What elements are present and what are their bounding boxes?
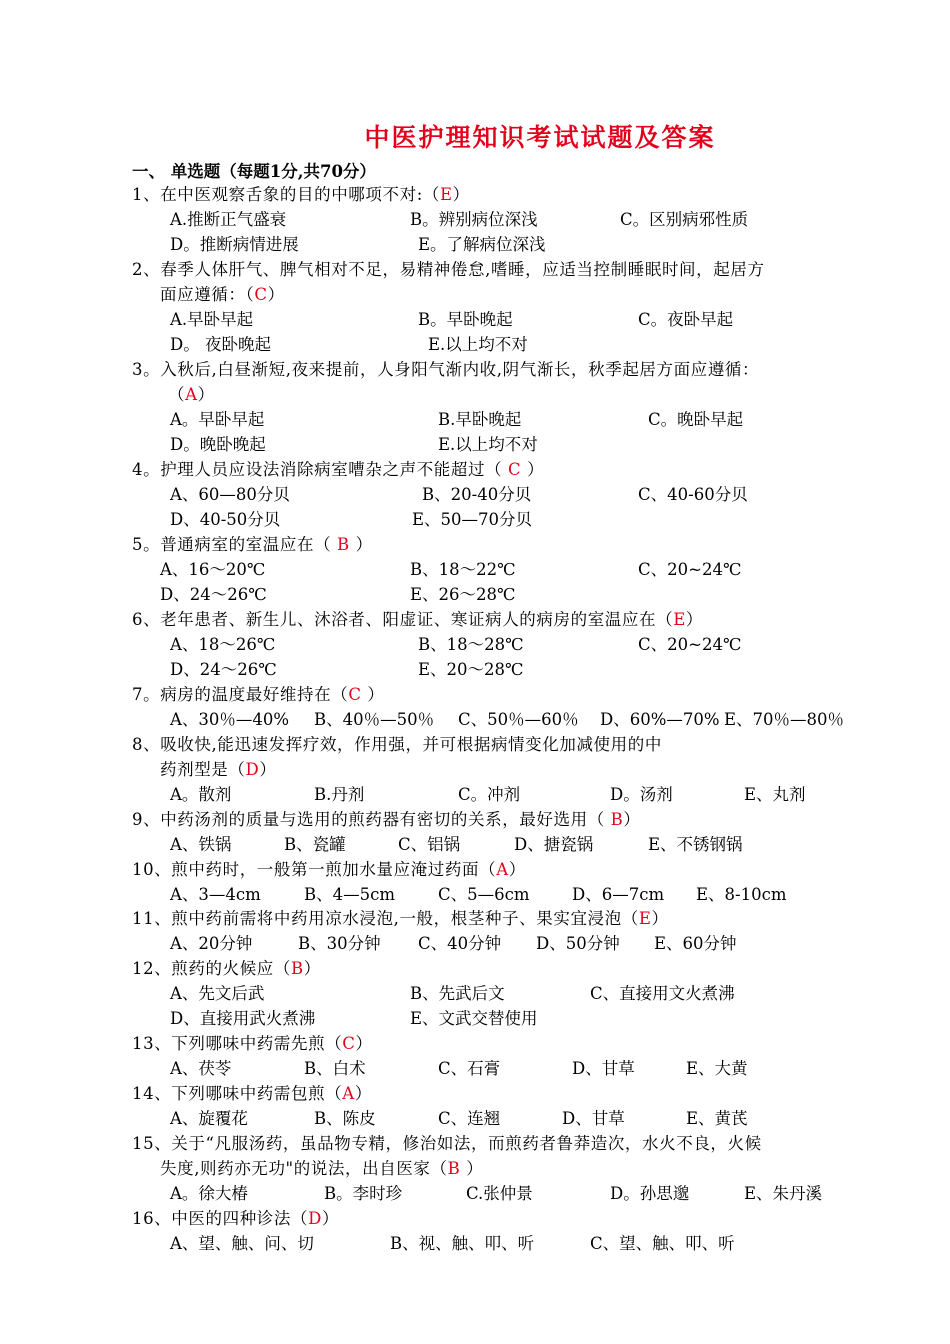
section-heading: 一、 单选题（每题1分,共70分） [132,162,376,181]
option-4a: A、60—80分贝 [170,485,290,504]
option-11b: B、30分钟 [298,934,381,953]
option-4d: D、40-50分贝 [170,510,281,529]
option-1b: B。辨别病位深浅 [410,210,538,229]
option-12e: E、文武交替使用 [410,1009,538,1028]
answer-6: E [673,610,686,629]
option-12d: D、直接用武火煮沸 [170,1009,316,1028]
option-15d: D。孙思邈 [610,1184,690,1203]
option-1a: A.推断正气盛衰 [170,210,287,229]
option-10d: D、6—7cm [572,885,665,904]
question-3-cont: （A） [168,385,215,404]
option-14b: B、陈皮 [314,1109,376,1128]
option-15e: E、朱丹溪 [744,1184,823,1203]
answer-8: D [245,760,260,779]
option-1d: D。推断病情进展 [170,235,299,254]
option-4c: C、40-60分贝 [638,485,748,504]
question-14: 14、下列哪味中药需包煎（A） [132,1084,372,1103]
option-15b: B。李时珍 [324,1184,403,1203]
option-3b: B.早卧晚起 [438,410,522,429]
option-9a: A、铁锅 [170,835,232,854]
option-15c: C.张仲景 [466,1184,533,1203]
option-2b: B。早卧晚起 [418,310,513,329]
option-5a: A、16～20℃ [160,560,266,579]
option-3a: A。早卧早起 [170,410,265,429]
option-6d: D、24～26℃ [170,660,277,679]
option-3d: D。晚卧晚起 [170,435,266,454]
question-16: 16、中医的四种诊法（D） [132,1209,340,1228]
answer-12: B [291,959,304,978]
option-7c: C、50％—60％ [458,710,579,729]
option-11a: A、20分钟 [170,934,253,953]
option-3e: E.以上均不对 [438,435,538,454]
option-13b: B、白术 [304,1059,366,1078]
answer-4: C [508,460,522,479]
option-9b: B、瓷罐 [284,835,346,854]
option-1c: C。区别病邪性质 [620,210,749,229]
option-13e: E、大黄 [686,1059,748,1078]
question-10: 10、煎中药时，一般第一煎加水量应淹过药面（A） [132,860,526,879]
option-5b: B、18～22℃ [410,560,516,579]
option-8a: A。散剂 [170,785,232,804]
option-8b: B.丹剂 [314,785,365,804]
option-12a: A、先文后武 [170,984,265,1003]
question-12: 12、煎药的火候应（B） [132,959,321,978]
option-10a: A、3—4cm [170,885,261,904]
option-8c: C。冲剂 [458,785,521,804]
option-14c: C、连翘 [438,1109,501,1128]
question-2: 2、春季人体肝气、脾气相对不足，易精神倦怠,嗜睡，应适当控制睡眠时间，起居方 [132,260,765,279]
question-11: 11、煎中药前需将中药用凉水浸泡,一般，根茎种子、果实宜浸泡（E） [132,909,669,928]
question-8: 8、吸收快,能迅速发挥疗效，作用强，并可根据病情变化加减使用的中 [132,735,662,754]
option-16b: B、视、触、叩、听 [390,1234,535,1253]
option-2d: D。 夜卧晚起 [170,335,271,354]
option-13a: A、茯苓 [170,1059,232,1078]
option-16a: A、望、触、问、切 [170,1234,314,1253]
question-1: 1、在中医观察舌象的目的中哪项不对:（E） [132,185,470,204]
option-5d: D、24～26℃ [160,585,267,604]
option-4b: B、20-40分贝 [422,485,532,504]
answer-13: C [342,1034,356,1053]
option-6a: A、18～26℃ [170,635,276,654]
question-3: 3。入秋后,白昼渐短,夜来提前，人身阳气渐内收,阴气渐长，秋季起居方面应遵循： [132,360,760,379]
option-14e: E、黄芪 [686,1109,748,1128]
question-15-cont: 失度,则药亦无功"的说法，出自医家（B ） [160,1159,484,1178]
option-8d: D。汤剂 [610,785,673,804]
question-7: 7。病房的温度最好维持在（C ） [132,685,385,704]
option-11e: E、60分钟 [654,934,737,953]
option-9e: E、不锈钢锅 [648,835,743,854]
answer-9: B [610,810,624,829]
option-1e: E。了解病位深浅 [418,235,546,254]
question-2-cont: 面应遵循：（C） [160,285,285,304]
option-9d: D、搪瓷锅 [514,835,594,854]
answer-1: E [439,185,453,204]
option-7e: E、70％—80％ [724,710,845,729]
option-7b: B、40％—50％ [314,710,435,729]
option-10b: B、4—5cm [304,885,396,904]
option-13d: D、甘草 [572,1059,635,1078]
option-2a: A.早卧早起 [170,310,254,329]
option-16c: C、望、触、叩、听 [590,1234,735,1253]
option-15a: A。徐大椿 [170,1184,248,1203]
option-11c: C、40分钟 [418,934,502,953]
answer-14: A [342,1084,355,1103]
option-7a: A、30％—40% [170,710,290,729]
option-2c: C。夜卧早起 [638,310,734,329]
option-10e: E、8-10cm [696,885,787,904]
answer-5: B [337,535,350,554]
question-8-cont: 药剂型是（D） [160,760,277,779]
option-5e: E、26～28℃ [410,585,516,604]
option-6e: E、20～28℃ [418,660,524,679]
option-5c: C、20~24℃ [638,560,742,579]
option-7d: D、60%—70% [600,710,720,729]
question-4: 4。护理人员应设法消除病室嘈杂之声不能超过（ C ） [132,460,545,479]
answer-15: B [447,1159,461,1178]
option-6b: B、18～28℃ [418,635,524,654]
question-13: 13、下列哪味中药需先煎（C） [132,1034,373,1053]
answer-3: A [185,385,198,404]
answer-16: D [308,1209,322,1228]
option-9c: C、铝锅 [398,835,461,854]
question-6: 6、老年患者、新生儿、沐浴者、阳虚证、寒证病人的病房的室温应在（E） [132,610,703,629]
answer-10: A [496,860,509,879]
option-10c: C、5—6cm [438,885,530,904]
option-14a: A、旋覆花 [170,1109,248,1128]
document-title: 中医护理知识考试试题及答案 [364,123,716,152]
option-4e: E、50—70分贝 [412,510,533,529]
answer-7: C [348,685,362,704]
option-8e: E、丸剂 [744,785,806,804]
option-12b: B、先武后文 [410,984,505,1003]
option-6c: C、20~24℃ [638,635,742,654]
question-5: 5。普通病室的室温应在（ B ） [132,535,373,554]
answer-2: C [254,285,268,304]
option-13c: C、石膏 [438,1059,501,1078]
option-12c: C、直接用文火煮沸 [590,984,735,1003]
option-3c: C。晚卧早起 [648,410,744,429]
option-14d: D、甘草 [562,1109,625,1128]
question-9: 9、中药汤剂的质量与选用的煎药器有密切的关系，最好选用（ B） [132,810,641,829]
answer-11: E [638,909,652,928]
question-15: 15、关于“凡服汤药，虽品物专精，修治如法，而煎药者鲁莽造次，水火不良，火候 [132,1134,762,1153]
option-11d: D、50分钟 [536,934,620,953]
option-2e: E.以上均不对 [428,335,528,354]
